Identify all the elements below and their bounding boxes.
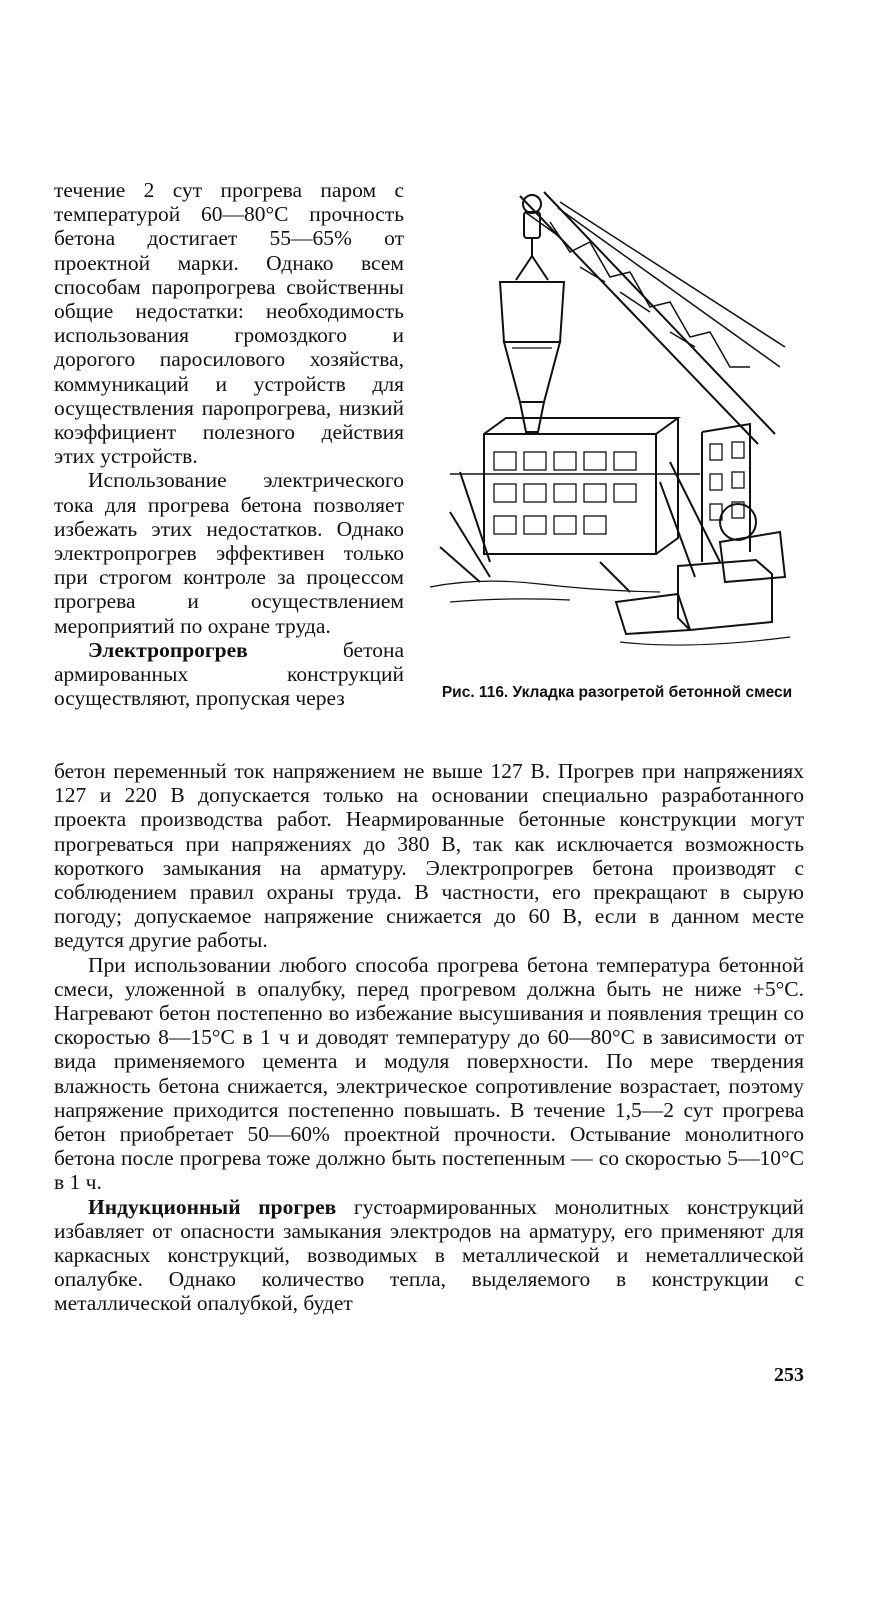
electric-current-paragraph: Использование электрического тока для прогрева бетона позволяет избежать этих недостатков. Однако электропрогрев эффективен только при строгом контроле за процессом прогрева и осуществлением мероприятий по охране труда. [54,468,404,638]
hook-block [524,212,540,238]
electroheating-term: Электропрогрев [88,637,248,662]
electroheating-paragraph-continued: бетон переменный ток напряжением не выше 127 В. Прогрев при напряжениях 127 и 220 В допускается только на основании специально разработанного проекта производства работ. Неармированные бетонные конструкции могут прогреваться при напряжениях до 380 В, так как исключается возможность короткого замыкания на арматуру. Электропрогрев бетона производят с соблюдением правил охраны труда. В частности, его прекращают в сырую погоду; допускаемое напряжение снижается до 60 В, если в данном месте ведутся другие работы. [54,759,804,953]
ground-lines [430,581,790,645]
electroheating-start-text: бетона армированных конструкций осуществляют, пропуская через [54,637,404,711]
pulley [523,195,541,213]
figure-caption: Рис. 116. Укладка разогретой бетонной смеси [441,684,793,701]
page-number: 253 [774,1364,804,1386]
crane-boom-line [544,192,775,434]
heating-rate-paragraph: При использовании любого способа прогрева бетона температура бетонной смеси, уложенной в опалубку, перед прогревом должна быть не ниже +5°С. Нагревают бетон постепенно во избежание высушивания и появления трещин со скоростью 8—15°С в 1 ч и доводят температуру до 60—80°С в зависимости от вида применяемого цемента и модуля поверхности. По мере твердения влажность бетона снижается, электрическое сопротивление возрастает, поэтому напряжение приходится постепенно повышать. В течение 1,5—2 сут прогрева бетон приобретает 50—60% проектной прочности. Остывание монолитного бетона после прогрева тоже должно быть постепенным — со скоростью 5—10°С в 1 ч. [54,952,804,1195]
induction-text: густоармированных монолитных конструкций избавляет от опасности замыкания электродов на арматуру, его применяют для каркасных конструкций, возводимых в металлической и неметаллической опалубке. Однако количество тепла, выделяемого в конструкции с металлической опалубкой, будет [54,1194,804,1316]
electroheating-paragraph-start [54,638,404,711]
bucket-cone [504,342,560,402]
full-width-text [54,759,804,1316]
boom-lattice [525,212,695,347]
bucket-top [500,282,564,342]
steam-paragraph: течение 2 сут прогрева паром с температурой 60—80°С прочность бетона достигает 55—65% от проектной марки. Однако всем способам паропрогрева свойственны общие недостатки: необходимость использования громоздкого и дорогого паросилового хозяйства, коммуникаций и устройств для осуществления паропрогрева, низкий коэффициент полезного действия этих устройств. [54,178,404,469]
crane-base [720,532,785,582]
figure-crane-pouring-concrete [420,182,808,662]
crane-cable [558,208,780,367]
induction-term: Индукционный прогрев [88,1194,337,1219]
boom-lattice [550,222,750,367]
sling [516,238,548,280]
induction-paragraph [54,1195,804,1316]
left-text-column [54,178,404,710]
